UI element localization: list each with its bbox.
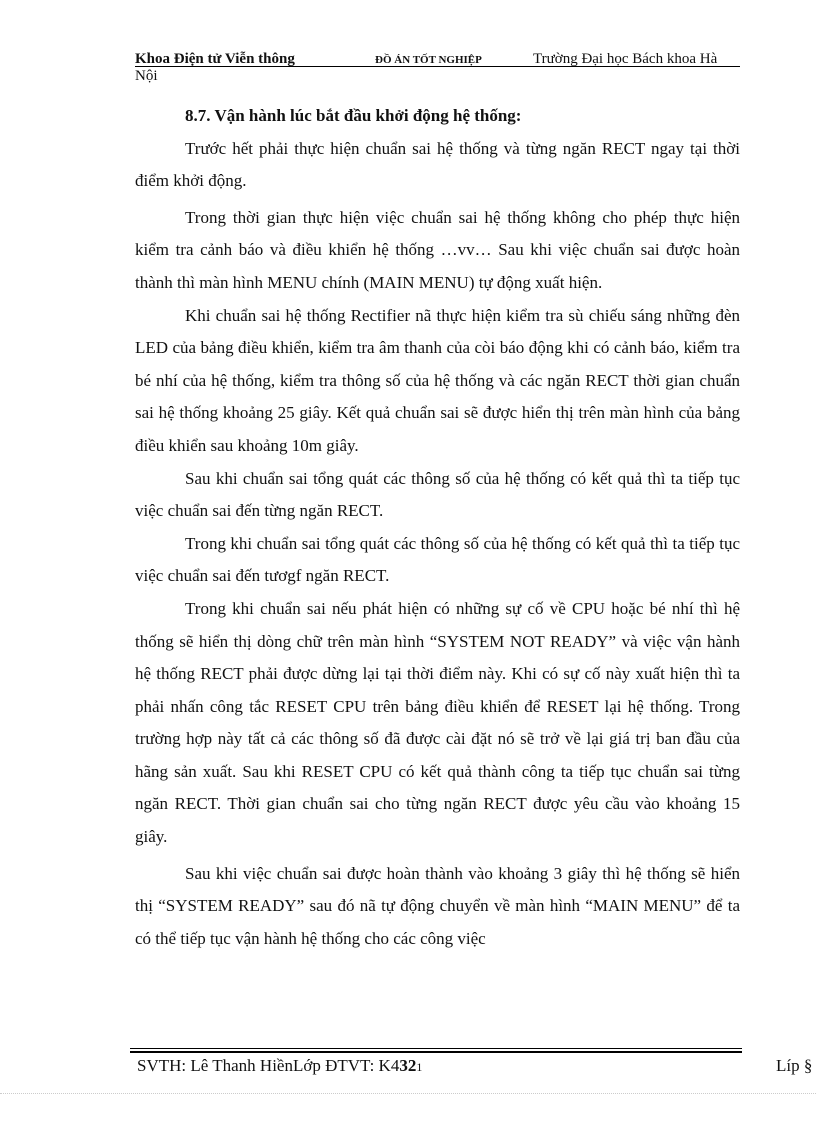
paragraph-1: Trước hết phải thực hiện chuẩn sai hệ thống và từng ngăn RECT ngay tại thời điểm khởi động. bbox=[135, 138, 740, 191]
paragraph-4: Sau khi chuẩn sai tổng quát các thông số của hệ thống có kết quả thì ta tiếp tục việc chuẩn sai đến từng ngăn RECT. bbox=[135, 468, 740, 521]
header-doc-type: ĐỒ ÁN TỐT NGHIỆP bbox=[375, 54, 482, 66]
paragraph-2: Trong thời gian thực hiện việc chuẩn sai hệ thống không cho phép thực hiện kiểm tra cảnh báo và điều khiển hệ thống …vv… Sau khi việc chuẩn sai được hoàn thành thì màn hình MENU chính (MAIN MENU) tự động xuất hiện. bbox=[135, 207, 740, 292]
footer-trailing-digit: 1 bbox=[416, 1060, 423, 1074]
header-university-wrap: Nội bbox=[135, 68, 158, 84]
header-rule bbox=[135, 66, 740, 67]
page-number: 32 bbox=[399, 1056, 417, 1075]
page-header bbox=[135, 50, 740, 86]
paragraph-6: Trong khi chuẩn sai nếu phát hiện có những sự cố về CPU hoặc bé nhí thì hệ thống sẽ hiển thị dòng chữ trên màn hình “SYSTEM NOT READY” và việc vận hành hệ thống RECT phải được dừng lại tại thời điểm này. Khi có sự cố này xuất hiện thì ta phải nhấn công tắc RESET CPU trên bảng điều khiển để RESET lại hệ thống. Trong trường hợp này tất cả các thông số đã được cài đặt nó sẽ trở về lại giá trị ban đầu của hãng sản xuất. Sau khi RESET CPU có kết quả thành công ta tiếp tục chuẩn sai từng ngăn RECT. Thời gian chuẩn sai cho từng ngăn RECT được yêu cầu vào khoảng 15 giây. bbox=[135, 598, 740, 847]
footer-right-fragment: Líp § bbox=[776, 1056, 813, 1075]
page-footer bbox=[137, 1056, 422, 1077]
footer-rule-thin bbox=[130, 1048, 742, 1049]
page-edge bbox=[0, 1093, 816, 1094]
paragraph-5: Trong khi chuẩn sai tổng quát các thông số của hệ thống có kết quả thì ta tiếp tục việc chuẩn sai đến tươgf ngăn RECT. bbox=[135, 533, 740, 586]
section-heading: 8.7. Vận hành lúc bắt đầu khởi động hệ thống: bbox=[185, 106, 522, 125]
paragraph-3: Khi chuẩn sai hệ thống Rectifier nã thực hiện kiểm tra sù chiếu sáng những đèn LED của bảng điều khiển, kiểm tra âm thanh của còi báo động khi có cảnh báo, kiểm tra bé nhí của hệ thống, kiểm tra thông số của hệ thống và các ngăn RECT thời gian chuẩn sai hệ thống khoảng 25 giây. Kết quả chuẩn sai sẽ được hiển thị trên màn hình của bảng điều khiển sau khoảng 10m giây. bbox=[135, 305, 740, 455]
footer-rule-thick bbox=[130, 1051, 742, 1053]
header-department: Khoa Điện tử Viễn thông bbox=[135, 51, 295, 67]
document-body bbox=[135, 100, 740, 955]
header-university: Trường Đại học Bách khoa Hà bbox=[533, 51, 718, 67]
paragraph-7: Sau khi việc chuẩn sai được hoàn thành vào khoảng 3 giây thì hệ thống sẽ hiển thị “SYSTEM READY” sau đó nã tự động chuyển về màn hình “MAIN MENU” để ta có thể tiếp tục vận hành hệ thống cho các công việc bbox=[135, 863, 740, 948]
footer-student: SVTH: Lê Thanh HiềnLớp ĐTVT: K4 bbox=[137, 1056, 400, 1075]
